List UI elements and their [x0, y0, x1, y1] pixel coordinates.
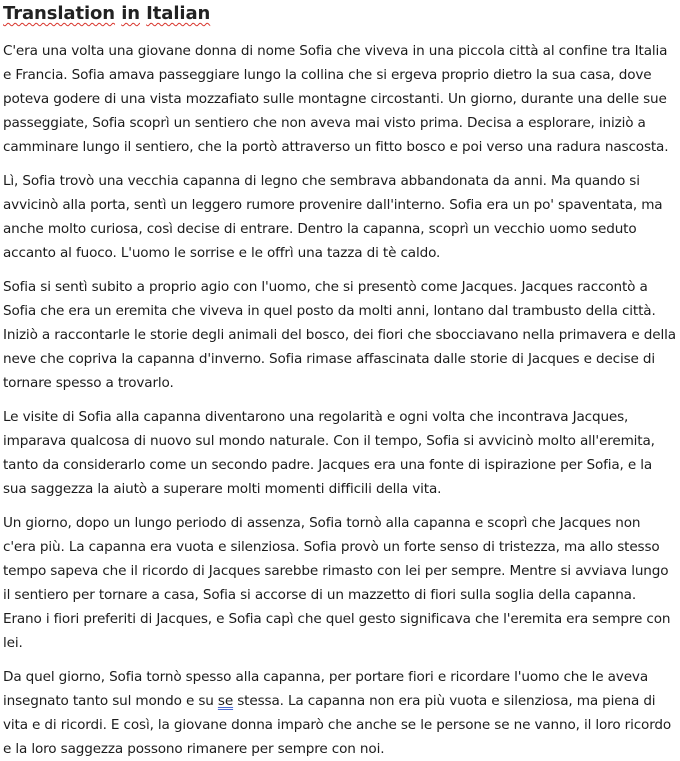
paragraph-6	[3, 665, 677, 761]
paragraph-6-start: Da quel giorno, Sofia tornò spesso alla capanna, per portare fiori e ricordare l'uomo che le aveva insegnato tanto sul mondo e su	[3, 669, 648, 709]
paragraph-3: Sofia si sentì subito a proprio agio con l'uomo, che si presentò come Jacques. Jacques raccontò a Sofia che era un eremita che viveva in quel posto da molti anni, lontano dal trambusto della città. Iniziò a raccontarle le storie degli animali del bosco, dei fiori che sbocciavano nella primavera e della neve che copriva la capanna d'inverno. Sofia rimase affascinata dalle storie di Jacques e decise di tornare spesso a trovarlo.	[3, 279, 676, 391]
document-title	[3, 2, 677, 26]
paragraph-2: Lì, Sofia trovò una vecchia capanna di legno che sembrava abbandonata da anni. Ma quando si avvicinò alla porta, sentì un leggero rumore provenire dall'interno. Sofia era un po' spaventata, ma anche molto curiosa, così decise di entrare. Dentro la capanna, scoprì un vecchio uomo seduto accanto al fuoco. L'uomo le sorrise e le offrì una tazza di tè caldo.	[3, 173, 663, 261]
paragraph-4: Le visite di Sofia alla capanna diventarono una regolarità e ogni volta che incontrava Jacques, imparava qualcosa di nuovo sul mondo naturale. Con il tempo, Sofia si avvicinò molto all'eremita, tanto da considerarlo come un secondo padre. Jacques era una fonte di ispirazione per Sofia, e la sua saggezza la aiutò a superare molti momenti difficili della vita.	[3, 409, 655, 497]
title-word-italian[interactable]: Italian	[146, 3, 211, 24]
paragraph-6-end: stessa. La capanna non era più vuota e silenziosa, ma piena di vita e di ricordi. E così, la giovane donna imparò che anche se le persone se ne vanno, il loro ricordo e la loro saggezza possono rimanere per sempre con noi.	[3, 693, 672, 757]
title-word-translation[interactable]: Translation	[3, 3, 116, 24]
grammar-flagged-word[interactable]: se	[217, 693, 234, 709]
title-word-in[interactable]: in	[121, 3, 140, 24]
document-body	[3, 0, 677, 761]
paragraph-1: C'era una volta una giovane donna di nome Sofia che viveva in una piccola città al confine tra Italia e Francia. Sofia amava passeggiare lungo la collina che si ergeva proprio dietro la sua casa, dove poteva godere di una vista mozzafiato sulle montagne circostanti. Un giorno, durante una delle sue passeggiate, Sofia scoprì un sentiero che non aveva mai visto prima. Decisa a esplorare, iniziò a camminare lungo il sentiero, che la portò attraverso un fitto bosco e poi verso una radura nascosta.	[3, 43, 669, 155]
paragraph-5: Un giorno, dopo un lungo periodo di assenza, Sofia tornò alla capanna e scoprì che Jacques non c'era più. La capanna era vuota e silenziosa. Sofia provò un forte senso di tristezza, ma allo stesso tempo sapeva che il ricordo di Jacques sarebbe rimasto con lei per sempre. Mentre si avviava lungo il sentiero per tornare a casa, Sofia si accorse di un mazzetto di fiori sulla soglia della capanna. Erano i fiori preferiti di Jacques, e Sofia capì che quel gesto significava che l'eremita era sempre con lei.	[3, 515, 671, 651]
